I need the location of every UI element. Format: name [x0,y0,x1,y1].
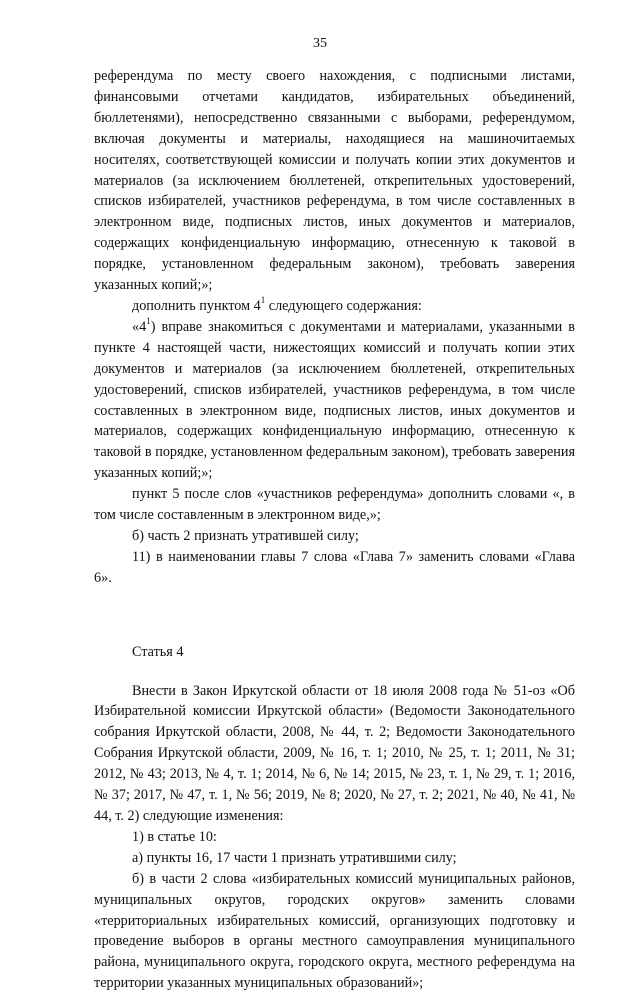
page-number: 35 [313,36,327,51]
paragraph-add-point [94,296,575,317]
paragraph-continuation: референдума по месту своего нахождения, с подписными листами, финансовыми отчетами кандидатов, избирательных объединений, бюллетенями), непосредственно связанными с выборами, референдумом, включая документы и материалы, находящиеся на машиночитаемых носителях, соответствующей комиссии и получать копии этих документов и материалов (за исключением бюллетеней, открепительных удостоверений, списков избирателей, участников референдума, в том числе составленных в электронном виде, подписных листов, иных документов и материалов, содержащих конфиденциальную информацию, отнесенную к таковой в порядке, установленном федеральным законом), требовать заверения указанных копий;»; [94,68,575,294]
paragraph-item-b: б) в части 2 слова «избирательных комиссий муниципальных районов, муниципальных округов, городских округов» заменить словами «территориальных избирательных комиссий, организующих подготовку и проведение выборов в органы местного самоуправления муниципального района, муниципального округа, городского округа, местного референдума на территории указанных муниципальных образований»; [94,870,575,992]
paragraph-item-a: а) пункты 16, 17 части 1 признать утратившими силу; [132,849,457,866]
paragraph-article-10: 1) в статье 10: [132,828,217,845]
paragraph-part-2: б) часть 2 признать утратившей силу; [132,527,359,544]
article-heading: Статья 4 [132,643,184,660]
document-body [94,66,575,994]
paragraph-add-point-text: дополнить пунктом 4 [132,297,261,314]
superscript-one: 1 [260,295,266,306]
point-4-1-text: ) вправе знакомиться с документами и материалами, указанными в пункте 4 настоящей части, нижестоящих комиссий и получать копии этих документов и материалов (за исключением бюллетеней, открепительных удостоверений, списков избирателей, участников референдума, в том числе составленных в электронном виде, подписных листов, иных документов и материалов, содержащих конфиденциальную информацию, отнесенную к таковой в порядке, установленном федеральным законом), требовать заверения указанных копий;»; [94,318,575,482]
superscript-one: 1 [146,316,151,327]
paragraph-add-point-text-end: следующего содержания: [265,297,422,314]
paragraph-point-5: пункт 5 после слов «участников референдума» дополнить словами «, в том числе составленным в электронном виде,»; [94,486,575,524]
paragraph-chapter-rename: 11) в наименовании главы 7 слова «Глава 7» заменить словами «Глава 6». [94,548,575,586]
paragraph-law-amendment: Внести в Закон Иркутской области от 18 июля 2008 года № 51-оз «Об Избирательной комиссии Иркутской области» (Ведомости Законодательного собрания Иркутской области, 2008, № 44, т. 2; Ведомости Законодательного Собрания Иркутской области, 2009, № 16, т. 1; 2010, № 25, т. 1; 2011, № 31; 2012, № 43; 2013, № 4, т. 1; 2014, № 6, № 14; 2015, № 23, т. 1, № 29, т. 1; 2016, № 37; 2017, № 47, т. 1, № 56; 2019, № 8; 2020, № 27, т. 2; 2021, № 40, № 41, № 44, т. 2) следующие изменения: [94,682,575,824]
point-number-open: «4 [132,318,147,335]
paragraph-point-4-1 [94,317,575,484]
